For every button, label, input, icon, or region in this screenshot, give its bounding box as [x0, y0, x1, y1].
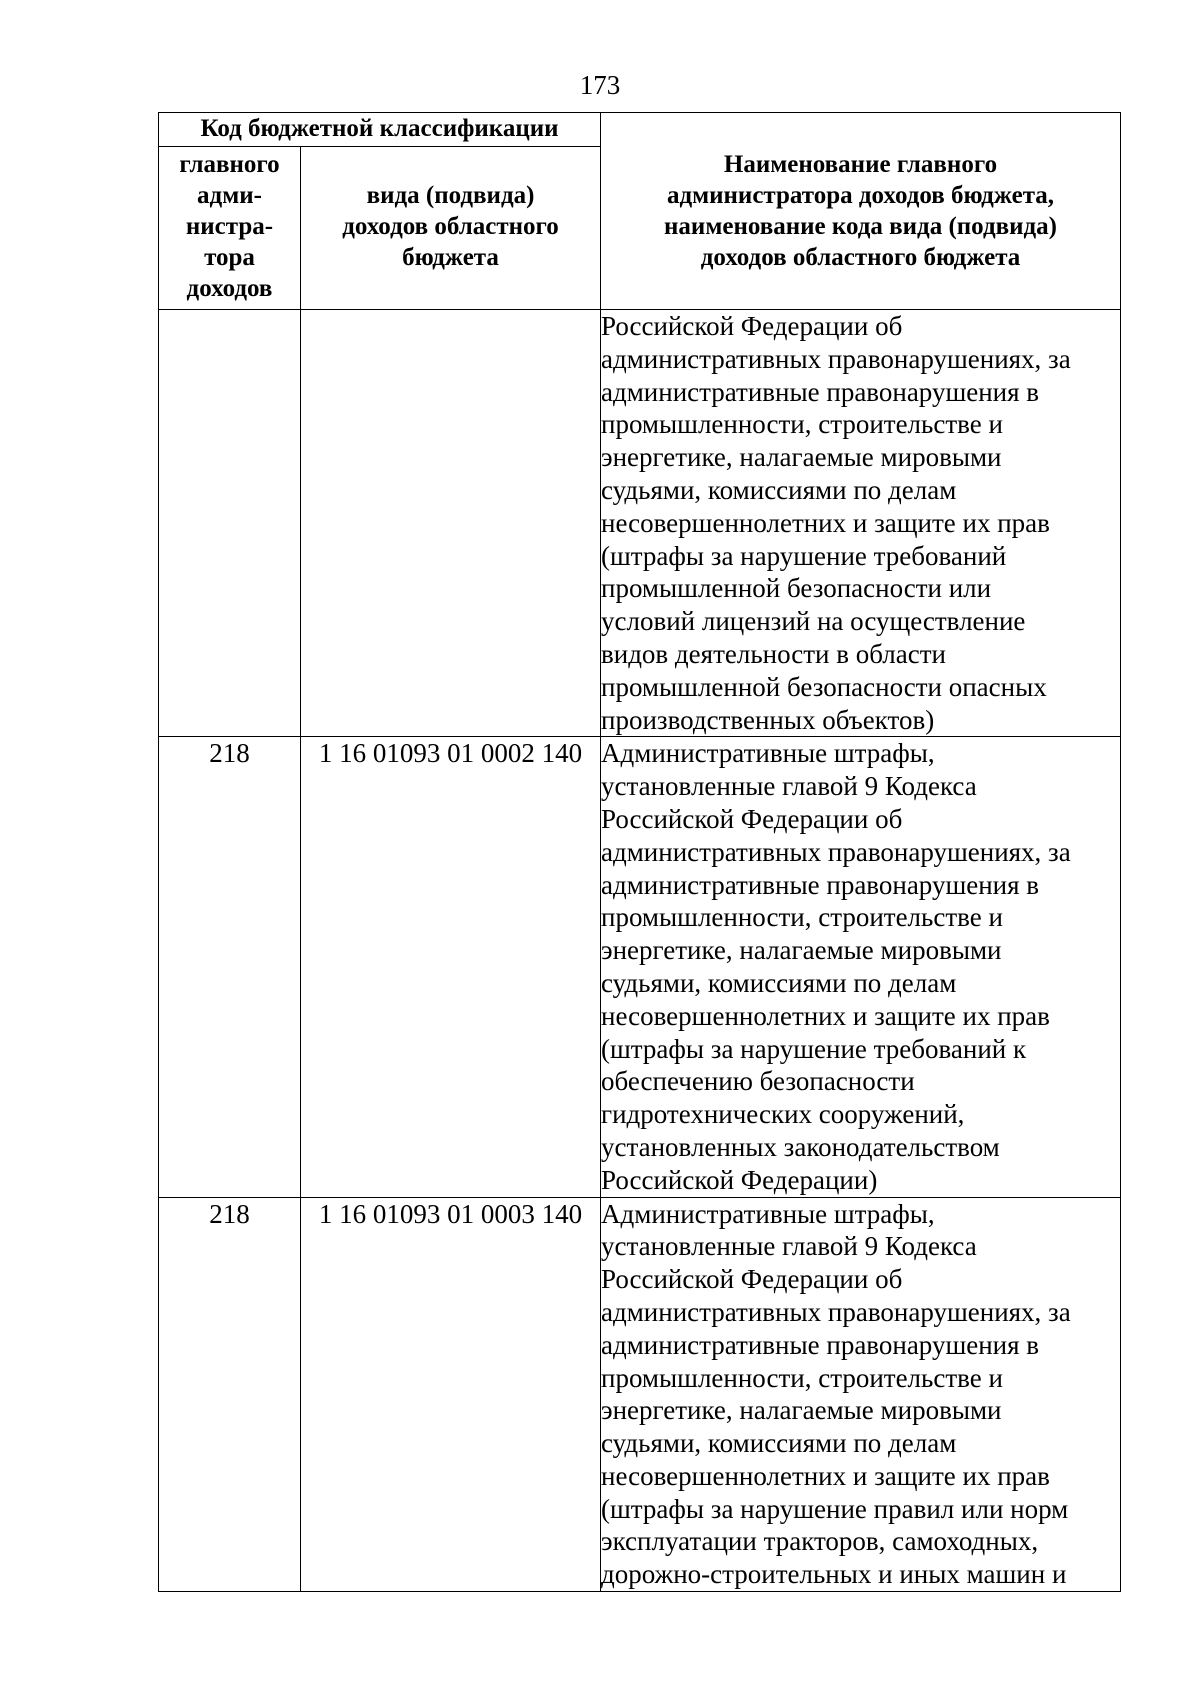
table-row [159, 737, 1121, 1197]
header-col-admin: главного адми- нистра- тора доходов [159, 147, 301, 310]
table-row [159, 1197, 1121, 1592]
header-group-title: Код бюджетной классификации [159, 113, 601, 147]
income-name-cell: Административные штрафы, установленные главой 9 Кодекса Российской Федерации об административных правонарушениях, за административные правонарушения в промышленности, строительстве и энергетике, налагаемые мировыми судьями, комиссиями по делам несовершеннолетних и защите их прав (штрафы за нарушение требований к обеспечению безопасности гидротехнических сооружений, установленных законодательством Российской Федерации) [601, 737, 1121, 1197]
admin-code-cell [159, 310, 301, 737]
page-number: 173 [579, 70, 621, 100]
income-name-cell: Российской Федерации об административных правонарушениях, за административные правонарушения в промышленности, строительстве и энергетике, налагаемые мировыми судьями, комиссиями по делам несовершеннолетних и защите их прав (штрафы за нарушение требований промышленной безопасности или условий лицензий на осуществление видов деятельности в области промышленной безопасности опасных производственных объектов) [601, 310, 1121, 737]
income-code-cell: 1 16 01093 01 0002 140 [301, 737, 601, 1197]
admin-code-cell: 218 [159, 1197, 301, 1592]
header-col-code: вида (подвида) доходов областного бюджета [301, 147, 601, 310]
header-col-name: Наименование главного администратора доходов бюджета, наименование кода вида (подвида) доходов областного бюджета [601, 113, 1121, 310]
income-code-cell: 1 16 01093 01 0003 140 [301, 1197, 601, 1592]
table-row [159, 310, 1121, 737]
header-row-top [159, 113, 1121, 147]
income-code-cell [301, 310, 601, 737]
budget-classification-table [158, 112, 1121, 1592]
income-name-cell: Административные штрафы, установленные главой 9 Кодекса Российской Федерации об административных правонарушениях, за административные правонарушения в промышленности, строительстве и энергетике, налагаемые мировыми судьями, комиссиями по делам несовершеннолетних и защите их прав (штрафы за нарушение правил или норм эксплуатации тракторов, самоходных, дорожно-строительных и иных машин и [601, 1197, 1121, 1592]
admin-code-cell: 218 [159, 737, 301, 1197]
